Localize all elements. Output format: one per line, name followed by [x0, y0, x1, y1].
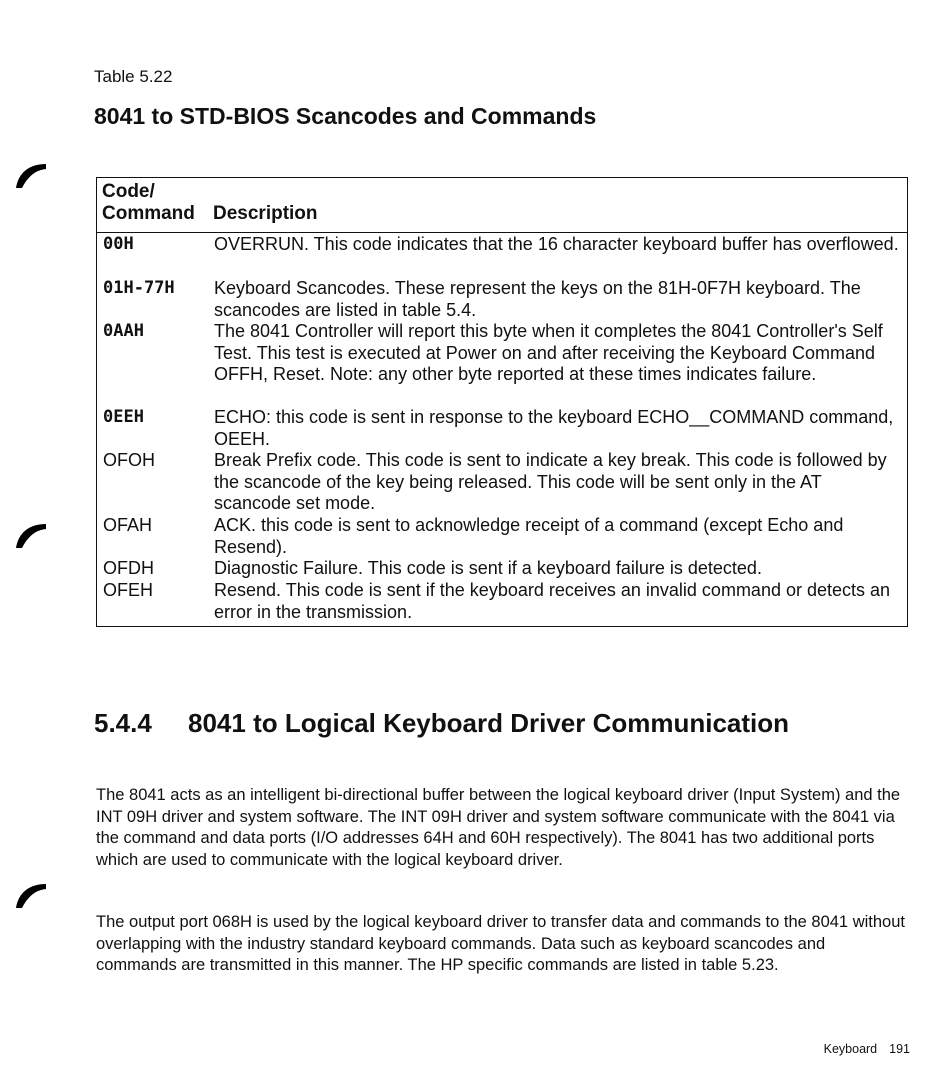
table-caption: Table 5.22	[94, 67, 173, 86]
row-description: Diagnostic Failure. This code is sent if a keyboard failure is detected.	[214, 558, 762, 578]
page-footer	[824, 1042, 910, 1056]
row-description: ACK. this code is sent to acknowledge receipt of a command (except Echo and Resend).	[214, 515, 844, 557]
row-code: 00H	[103, 234, 134, 254]
row-code: OFOH	[103, 450, 155, 470]
paragraph: The output port 068H is used by the logical keyboard driver to transfer data and commands to the 8041 without overlapping with the industry standard keyboard commands. Data such as keyboard scancodes and commands are transmitted in this manner. The HP specific commands are listed in table 5.23.	[96, 913, 905, 974]
page-number: 191	[889, 1042, 910, 1056]
row-description: Break Prefix code. This code is sent to indicate a key break. This code is followed by the scancode of the key being released. This code will be sent only in the AT scancode set mode.	[214, 450, 887, 513]
header-description: Description	[213, 203, 318, 224]
row-description: ECHO: this code is sent in response to the keyboard ECHO__COMMAND command, OEEH.	[214, 407, 894, 449]
header-code-line2: Command	[102, 203, 195, 224]
row-code: OFEH	[103, 580, 154, 600]
section-number: 5.4.4	[94, 708, 152, 738]
row-code: 01H-77H	[103, 278, 175, 298]
row-code: OFDH	[103, 558, 154, 578]
binding-hole-mark-icon	[12, 520, 48, 550]
binding-hole-mark-icon	[12, 880, 48, 910]
header-code-line1: Code/	[102, 181, 155, 202]
table-title: 8041 to STD-BIOS Scancodes and Commands	[94, 103, 597, 129]
section-title: 8041 to Logical Keyboard Driver Communication	[188, 708, 790, 738]
row-code: 0AAH	[103, 321, 144, 341]
row-description: OVERRUN. This code indicates that the 16 character keyboard buffer has overflowed.	[214, 234, 899, 254]
row-description: Keyboard Scancodes. These represent the keys on the 81H-0F7H keyboard. The scancodes are listed in table 5.4.	[214, 278, 861, 320]
header-code	[102, 181, 212, 225]
row-description: Resend. This code is sent if the keyboard receives an invalid command or detects an error in the transmission.	[214, 580, 891, 622]
row-description: The 8041 Controller will report this byte when it completes the 8041 Controller's Self Test. This test is executed at Power on and after receiving the Keyboard Command OFFH, Reset. Note: any other byte reported at these times indicates failure.	[214, 321, 883, 384]
table-header	[97, 178, 907, 233]
row-code: 0EEH	[103, 407, 144, 427]
paragraph: The 8041 acts as an intelligent bi-directional buffer between the logical keyboard driver (Input System) and the INT 09H driver and system software. The INT 09H driver and system software communicate with the 8041 via the command and data ports (I/O addresses 64H and 60H respectively). The 8041 has two additional ports which are used to communicate with the logical keyboard driver.	[96, 786, 901, 869]
section-heading	[94, 708, 789, 739]
scancode-table	[96, 177, 908, 627]
row-code: OFAH	[103, 515, 153, 535]
footer-label: Keyboard	[823, 1042, 878, 1056]
binding-hole-mark-icon	[12, 160, 48, 190]
